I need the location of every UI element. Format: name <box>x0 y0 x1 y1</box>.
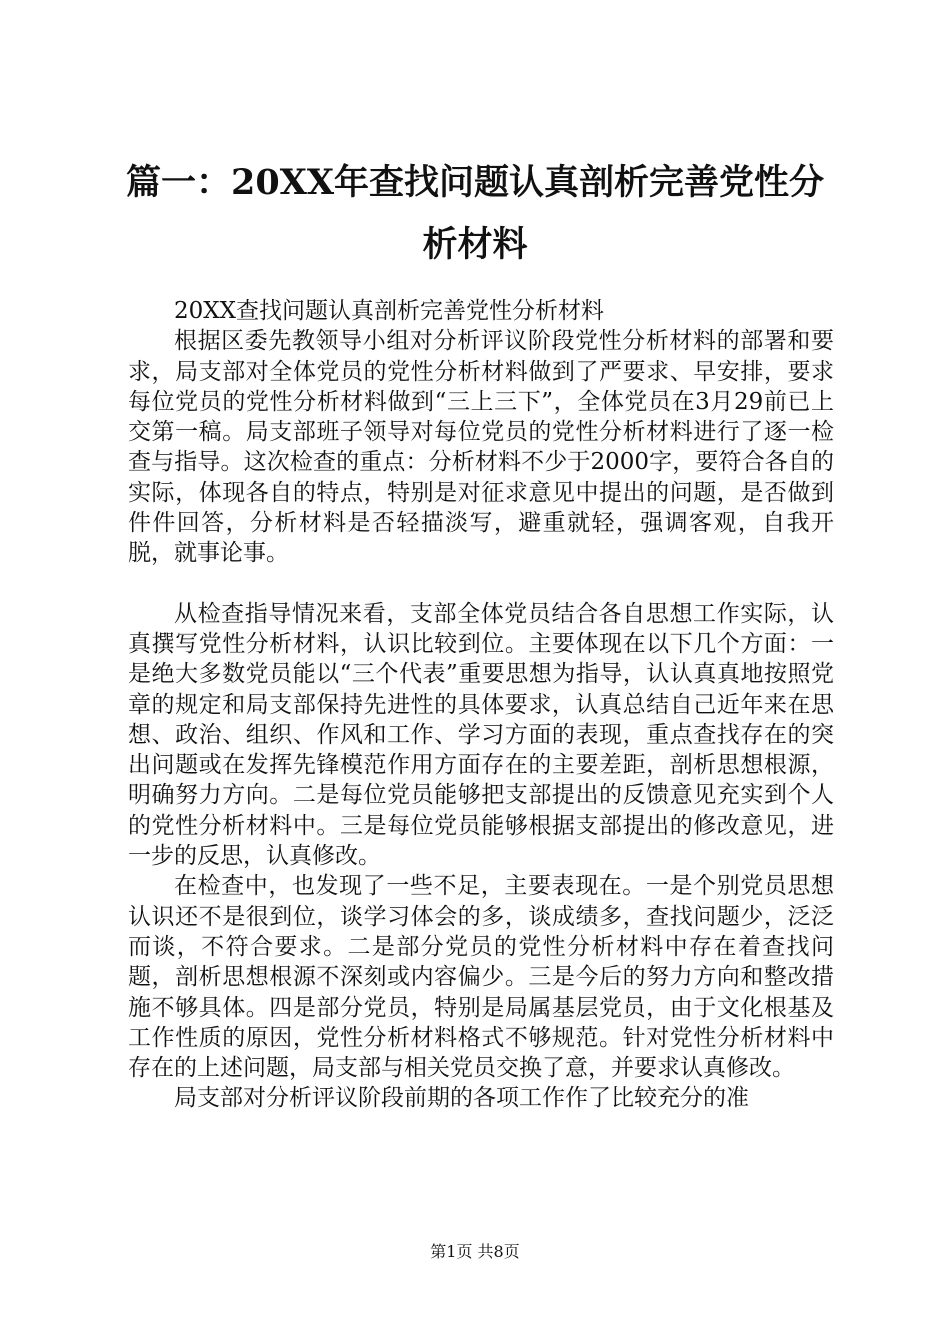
document-body <box>128 296 834 1114</box>
document-title-line-1: 篇一：20XX年查找问题认真剖析完善党性分 <box>125 162 825 203</box>
paragraph: 根据区委先教领导小组对分析评议阶段党性分析材料的部署和要求，局支部对全体党员的党性分析材料做到了严要求、早安排，要求每位党员的党性分析材料做到“三上三下”，全体党员在3月29前已上交第一稿。局支部班子领导对每位党员的党性分析材料进行了逐一检查与指导。这次检查的重点：分析材料不少于2000字，要符合各自的实际，体现各自的特点，特别是对征求意见中提出的问题，是否做到件件回答，分析材料是否轻描淡写，避重就轻，强调客观，自我开脱，就事论事。 <box>128 328 834 567</box>
document-subtitle: 20XX查找问题认真剖析完善党性分析材料 <box>174 298 605 324</box>
paragraph: 局支部对分析评议阶段前期的各项工作作了比较充分的准 <box>174 1085 749 1112</box>
paragraph: 从检查指导情况来看，支部全体党员结合各自思想工作实际，认真撰写党性分析材料，认识比较到位。主要体现在以下几个方面：一是绝大多数党员能以“三个代表”重要思想为指导，认认真真地按照党章的规定和局支部保持先进性的具体要求，认真总结自己近年来在思想、政治、组织、作风和工作、学习方面的表现，重点查找存在的突出问题或在发挥先锋模范作用方面存在的主要差距，剖析思想根源，明确努力方向。二是每位党员能够把支部提出的反馈意见充实到个人的党性分析材料中。三是每位党员能够根据支部提出的修改意见，进一步的反思，认真修改。 <box>128 600 834 870</box>
document-title-line-2: 析材料 <box>422 224 528 265</box>
page-footer: 第1页 共8页 <box>430 1242 520 1261</box>
paragraph: 在检查中，也发现了一些不足，主要表现在。一是个别党员思想认识还不是很到位，谈学习体会的多，谈成绩多，查找问题少，泛泛而谈，不符合要求。二是部分党员的党性分析材料中存在着查找问题，剖析思想根源不深刻或内容偏少。三是今后的努力方向和整改措施不够具体。四是部分党员，特别是局属基层党员，由于文化根基及工作性质的原因，党性分析材料格式不够规范。针对党性分析材料中存在的上述问题，局支部与相关党员交换了意，并要求认真修改。 <box>128 873 834 1082</box>
